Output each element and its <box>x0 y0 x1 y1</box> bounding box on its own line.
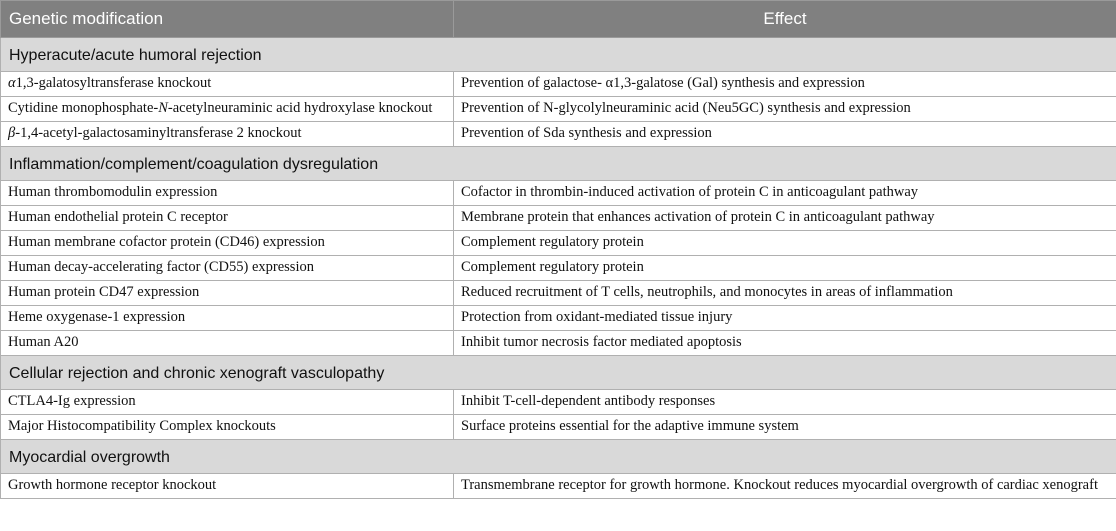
section-title: Inflammation/complement/coagulation dysregulation <box>1 147 1116 181</box>
table-row <box>1 256 1116 281</box>
table-row <box>1 474 1116 499</box>
modification-cell: Heme oxygenase-1 expression <box>1 306 454 331</box>
header-row <box>1 1 1116 38</box>
modification-text-part-a: Cytidine monophosphate- <box>8 100 159 116</box>
table-row <box>1 390 1116 415</box>
table-row <box>1 415 1116 440</box>
section-header-myocardial <box>1 440 1116 474</box>
table-row <box>1 281 1116 306</box>
section-title: Myocardial overgrowth <box>1 440 1116 474</box>
modification-cell: Human thrombomodulin expression <box>1 181 454 206</box>
table-row <box>1 122 1116 147</box>
modification-cell: CTLA4-Ig expression <box>1 390 454 415</box>
table-row <box>1 331 1116 356</box>
effect-cell: Inhibit T-cell-dependent antibody responses <box>454 390 1116 415</box>
effect-cell: Prevention of N-glycolylneuraminic acid (Neu5GC) synthesis and expression <box>454 97 1116 122</box>
column-header-effect: Effect <box>454 1 1116 38</box>
table-row <box>1 181 1116 206</box>
modification-cell <box>1 122 454 147</box>
effect-cell: Transmembrane receptor for growth hormone. Knockout reduces myocardial overgrowth of cardiac xenograft <box>454 474 1116 499</box>
effect-cell: Surface proteins essential for the adaptive immune system <box>454 415 1116 440</box>
section-header-hyperacute <box>1 38 1116 72</box>
effect-cell: Complement regulatory protein <box>454 231 1116 256</box>
modification-cell: Human endothelial protein C receptor <box>1 206 454 231</box>
effect-cell: Reduced recruitment of T cells, neutrophils, and monocytes in areas of inflammation <box>454 281 1116 306</box>
modification-cell: Human protein CD47 expression <box>1 281 454 306</box>
effect-cell: Prevention of Sda synthesis and expression <box>454 122 1116 147</box>
effect-cell: Inhibit tumor necrosis factor mediated apoptosis <box>454 331 1116 356</box>
effect-cell: Prevention of galactose- α1,3-galatose (Gal) synthesis and expression <box>454 72 1116 97</box>
effect-cell: Cofactor in thrombin-induced activation of protein C in anticoagulant pathway <box>454 181 1116 206</box>
modification-greek-prefix: β <box>8 125 16 141</box>
section-header-cellular-rejection <box>1 356 1116 390</box>
column-header-genetic-modification: Genetic modification <box>1 1 454 38</box>
table-row <box>1 72 1116 97</box>
section-title: Hyperacute/acute humoral rejection <box>1 38 1116 72</box>
modification-greek-prefix: α <box>8 75 16 91</box>
section-header-inflammation <box>1 147 1116 181</box>
table-row <box>1 306 1116 331</box>
modification-cell: Human membrane cofactor protein (CD46) expression <box>1 231 454 256</box>
section-title: Cellular rejection and chronic xenograft vasculopathy <box>1 356 1116 390</box>
table-row <box>1 206 1116 231</box>
modification-text: -1,4-acetyl-galactosaminyltransferase 2 knockout <box>15 125 302 141</box>
modification-cell: Human decay-accelerating factor (CD55) expression <box>1 256 454 281</box>
modification-cell: Growth hormone receptor knockout <box>1 474 454 499</box>
table-row <box>1 231 1116 256</box>
modification-cell: Human A20 <box>1 331 454 356</box>
modification-cell: Major Histocompatibility Complex knockouts <box>1 415 454 440</box>
modification-cell <box>1 72 454 97</box>
effect-cell: Membrane protein that enhances activation of protein C in anticoagulant pathway <box>454 206 1116 231</box>
modification-cell <box>1 97 454 122</box>
modification-text-part-b: -acetylneuraminic acid hydroxylase knockout <box>167 100 433 116</box>
modification-text: 1,3-galatosyltransferase knockout <box>15 75 212 91</box>
effect-cell: Complement regulatory protein <box>454 256 1116 281</box>
effect-cell: Protection from oxidant-mediated tissue injury <box>454 306 1116 331</box>
table-row <box>1 97 1116 122</box>
modification-italic-n: N <box>158 100 168 116</box>
